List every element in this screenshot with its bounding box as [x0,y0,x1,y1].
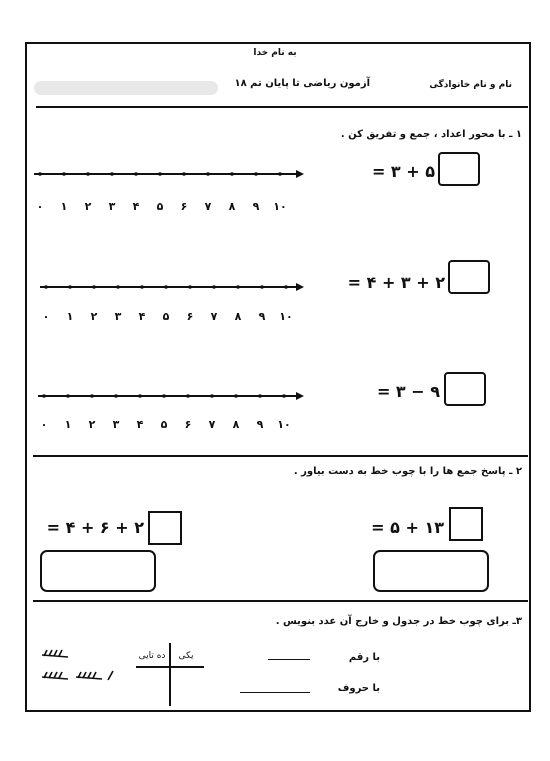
place-value-tens-header: ده تایی [138,651,166,661]
number-line-label: ۴ [138,310,146,323]
number-line-label: ۲ [88,418,96,431]
student-name-label: نام و نام خانوادگی [429,80,512,90]
number-line-label: ۶ [186,310,194,323]
problem-3-expression: ۹ − ۳ = [376,382,440,401]
number-line-label: ۰ [40,418,48,431]
number-line-label: ۱۰ [279,310,293,323]
tally-single [108,671,113,680]
tally-group-2 [42,672,68,679]
digits-answer-line[interactable] [268,659,310,660]
number-line-label: ۶ [180,200,188,213]
number-line-label: ۰ [36,200,44,213]
letters-label: با حروف [337,683,380,694]
number-line-label: ۵ [160,418,168,431]
number-line-label: ۷ [208,418,216,431]
number-line-label: ۳ [114,310,122,323]
number-line-label: ۱۰ [273,200,287,213]
number-line-label: ۶ [184,418,192,431]
number-line-label: ۱۰ [277,418,291,431]
number-line-label: ۹ [256,418,264,431]
number-line-label: ۲ [90,310,98,323]
place-value-ones-header: یکی [178,651,194,661]
number-line-label: ۷ [204,200,212,213]
exam-title: آزمون ریاضی تا پایان تم ۱۸ [234,78,370,89]
number-line-label: ۷ [210,310,218,323]
question-1-title: ۱ ـ با محور اعداد ، جمع و تفریق کن . [340,129,522,140]
number-line-label: ۱ [64,418,72,431]
number-line-label: ۵ [162,310,170,323]
number-line-label: ۰ [42,310,50,323]
tally-group-1 [42,650,68,657]
number-line-label: ۴ [132,200,140,213]
q2-right-expression: ۱۳ + ۵ = [371,518,444,537]
tally-group-3 [76,672,102,679]
number-line-label: ۹ [252,200,260,213]
number-line-label: ۳ [112,418,120,431]
number-line-label: ۸ [232,418,240,431]
letters-answer-line[interactable] [240,692,310,693]
question-2-title: ۲ ـ پاسخ جمع ها را با چوب خط به دست بیاور . [293,466,522,477]
question-3-title: ۳ـ برای چوب خط در جدول و خارج آن عدد بنویس . [275,616,522,627]
problem-2-expression: ۲ + ۳ + ۴ = [347,273,445,292]
q2-left-expression: ۲ + ۶ + ۴ = [46,518,144,537]
problem-1-expression: ۵ + ۳ = [371,162,435,181]
number-line-label: ۱ [66,310,74,323]
number-line-label: ۹ [258,310,266,323]
number-line-label: ۴ [136,418,144,431]
number-line-label: ۳ [108,200,116,213]
digits-label: با رقم [348,652,380,663]
number-line-label: ۱ [60,200,68,213]
number-line-label: ۸ [234,310,242,323]
bismillah-text: به نام خدا [253,48,297,58]
number-line-label: ۵ [156,200,164,213]
number-line-label: ۲ [84,200,92,213]
number-line-label: ۸ [228,200,236,213]
